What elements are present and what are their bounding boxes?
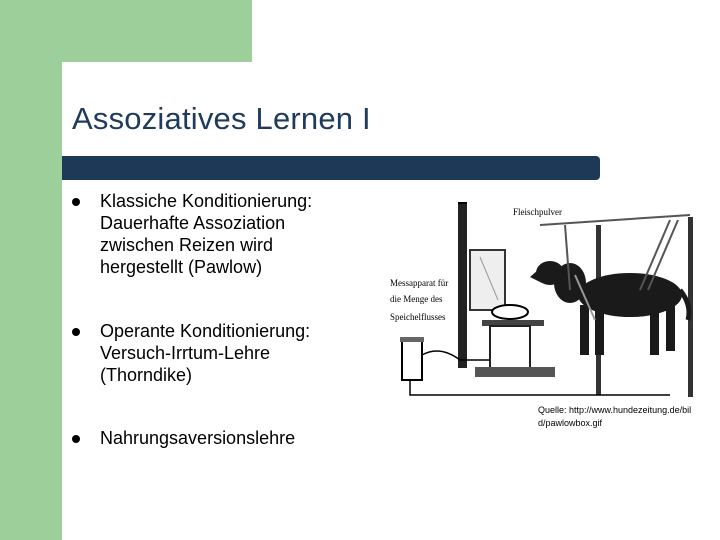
label-messapparat-1: Messapparat für [390,278,449,288]
bullet-text: Nahrungsaversionslehre [100,428,296,448]
bullet-item-1 [72,190,362,278]
bullet-item-2 [72,320,362,386]
label-messapparat-3: Speichelflusses [390,312,446,322]
bullet-item-3 [72,427,362,449]
figure-source-caption: Quelle: http://www.hundezeitung.de/bild/pawlowbox.gif [538,405,692,428]
bullet-dot-icon [72,435,80,443]
bullet-text: Klassiche Konditionierung: Dauerhafte Assoziation zwischen Reizen wird hergestellt (Pawlow) [100,191,313,277]
bullet-dot-icon [72,198,80,206]
label-fleischpulver: Fleischpulver [513,207,562,217]
pavlov-apparatus-figure [370,195,700,405]
title-divider-bar [62,156,600,180]
label-messapparat-2: die Menge des [390,294,443,304]
bullet-dot-icon [72,328,80,336]
slide-title: Assoziatives Lernen I [72,101,371,136]
decor-green-left [0,0,62,540]
bullet-text: Operante Konditionierung: Versuch-Irrtum-Lehre (Thorndike) [100,321,311,385]
